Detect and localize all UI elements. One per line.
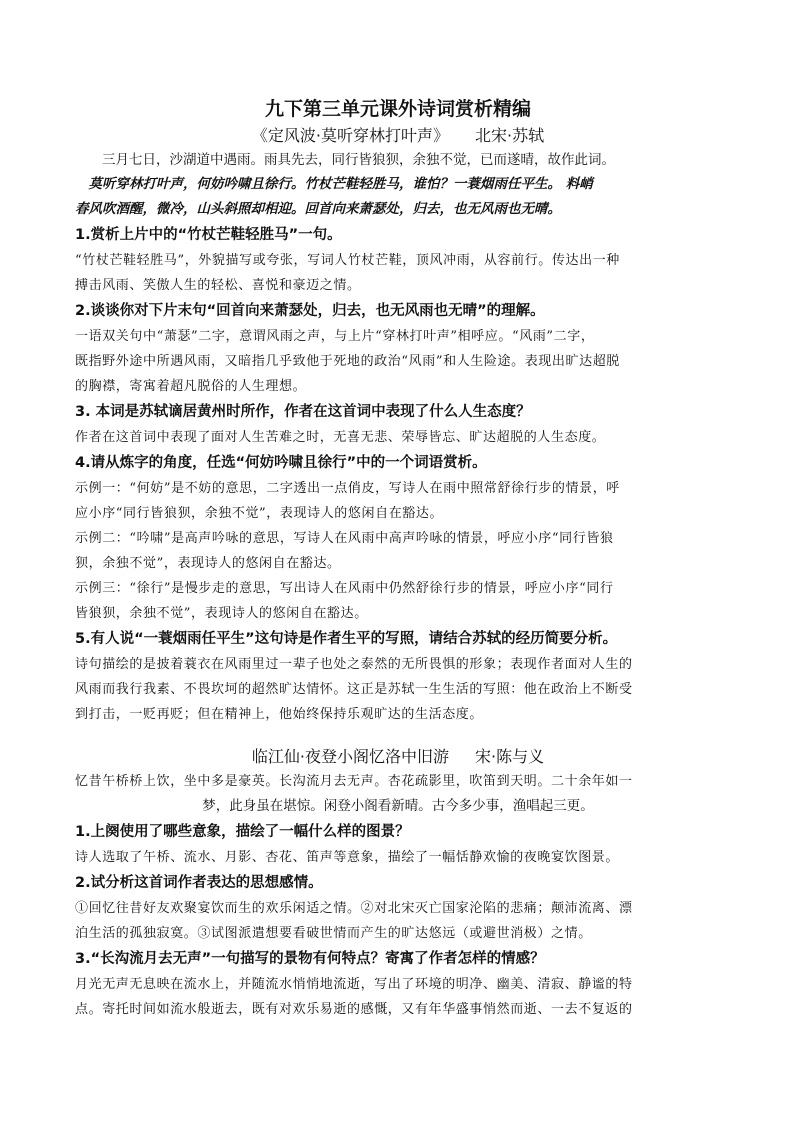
poem1-heading: 《定风波·莫听穿林打叶声》 [251,126,449,145]
poem2-heading: 临江仙·夜登小阁忆洛中旧游 [251,747,449,766]
question: 1.上阕使用了哪些意象，描绘了一幅什么样的图景？ [75,824,410,840]
question: 4.请从炼字的角度，任选“何妨吟啸且徐行”中的一个词语赏析。 [75,455,487,471]
answer-line: 作者在这首词中表现了面对人生苦难之时，无喜无悲、荣辱皆忘、旷达超脱的人生态度。 [75,430,606,445]
poem2-heading-line [75,745,721,769]
question: 5.有人说“一蓑烟雨任平生”这句诗是作者生平的写照，请结合苏轼的经历简要分析。 [75,631,618,647]
poem1-line: 莫听穿林打叶声，何妨吟啸且徐行。竹杖芒鞋轻胜马，谁怕？一蓑烟雨任平生。 料峭 [88,176,593,192]
answer-line: 诗人选取了午桥、流水、月影、杏花、笛声等意象，描绘了一幅恬静欢愉的夜晚宴饮图景。 [75,850,620,865]
question: 3. 本词是苏轼谪居黄州时所作，作者在这首词中表现了什么人生态度？ [75,404,531,420]
poem2-line: 梦，此身虽在堪惊。闲登小阁看新晴。古今多少事，渔唱起三更。 [202,798,594,814]
answer-line: 应小序“同行皆狼狈，余独不觉”，表现诗人的悠闲自在豁达。 [75,506,444,521]
answer-line: 泊生活的孤独寂寞。③试图派遣想要看破世情而产生的旷达悠远（或避世消极）之情。 [75,926,592,941]
poem1-line: 春风吹酒醒，微冷，山头斜照却相迎。回首向来萧瑟处，归去，也无风雨也无晴。 [75,201,561,217]
answer-line: 点。寄托时间如流水般逝去，既有对欢乐易逝的感慨，又有年华盛事悄然而逝、一去不复返的 [75,1002,633,1017]
poem2-author: 宋·陈与义 [475,747,545,766]
answer-line: 既指野外途中所遇风雨，又暗指几乎致他于死地的政治“风雨”和人生险途。表现出旷达超脱 [75,354,620,369]
poem1-author: 北宋·苏轼 [475,126,545,145]
question: 2.谈谈你对下片末句“回首向来萧瑟处，归去，也无风雨也无晴”的理解。 [75,303,545,319]
document-body [75,96,721,1022]
answer-line: 示例二：“吟啸”是高声吟咏的意思，写诗人在风雨中高声吟咏的情景，呼应小序“同行皆狼 [75,531,614,546]
answer-line: 搏击风雨、笑傲人生的轻松、喜悦和豪迈之情。 [75,278,361,293]
page-title: 九下第三单元课外诗词赏析精编 [264,98,531,120]
poem2-line: 忆昔午桥桥上饮，坐中多是豪英。长沟流月去无声。杏花疏影里，吹笛到天明。二十余年如一 [75,774,633,789]
poem1-preface: 三月七日，沙湖道中遇雨。雨具先去，同行皆狼狈，余独不觉，已而遂晴，故作此词。 [102,152,615,168]
answer-line: 的胸襟，寄寓着超凡脱俗的人生理想。 [75,379,307,394]
answer-line: 狈，余独不觉”，表现诗人的悠闲自在豁达。 [75,556,341,571]
question: 2.试分析这首词作者表达的思想感情。 [75,875,323,891]
answer-line: 一语双关句中“萧瑟”二字，意谓风雨之声，与上片“穿林打叶声”相呼应。“风雨”二字， [75,329,595,344]
question: 1.赏析上片中的“竹杖芒鞋轻胜马”一句。 [75,227,342,243]
section-spacer [75,727,721,745]
answer-line: 皆狼狈，余独不觉”，表现诗人的悠闲自在豁达。 [75,606,368,621]
answer-line: 月光无声无息映在流水上，并随流水悄悄地流逝，写出了环境的明净、幽美、清寂、静谧的特 [75,977,633,992]
answer-line: 示例三：“徐行”是慢步走的意思，写出诗人在风雨中仍然舒徐行步的情景，呼应小序“同行 [75,581,614,596]
question: 3.“长沟流月去无声”一句描写的景物有何特点？寄寓了作者怎样的情感？ [75,951,545,967]
poem1-heading-line [75,124,721,148]
answer-line: ①回忆往昔好友欢聚宴饮而生的欢乐闲适之情。②对北宋灭亡国家沦陷的悲痛；颠沛流离、漂 [75,901,633,916]
answer-line: “竹杖芒鞋轻胜马”，外貌描写或夸张，写词人竹杖芒鞋，顶风冲雨，从容前行。传达出一种 [75,253,620,268]
answer-line: 风雨而我行我素、不畏坎坷的超然旷达情怀。这正是苏轼一生生活的写照：他在政治上不断受 [75,682,633,697]
answer-line: 到打击，一贬再贬；但在精神上，他始终保持乐观旷达的生活态度。 [75,707,484,722]
answer-line: 示例一：“何妨”是不妨的意思，二字透出一点俏皮，写诗人在雨中照常舒徐行步的情景，呼 [75,481,620,496]
answer-line: 诗句描绘的是披着蓑衣在风雨里过一辈子也处之泰然的无所畏惧的形象；表现作者面对人生的 [75,657,633,672]
